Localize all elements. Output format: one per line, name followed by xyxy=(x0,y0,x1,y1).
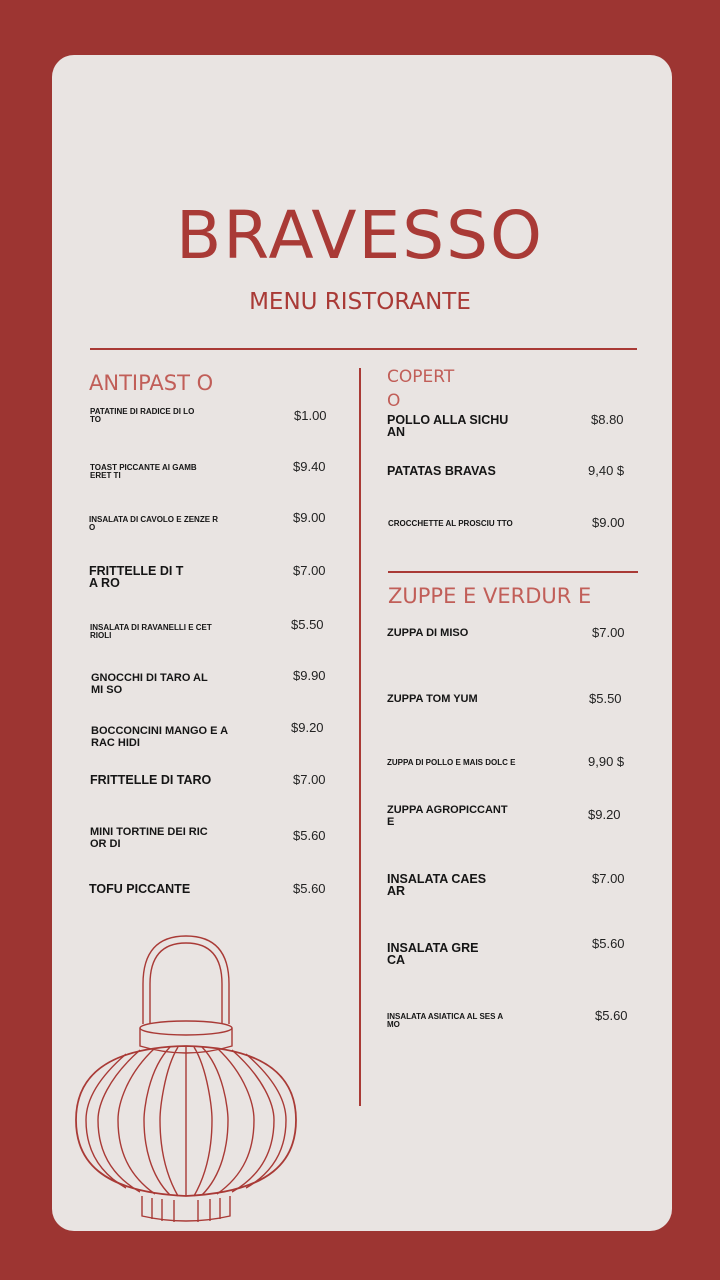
menu-item-price: $1.00 xyxy=(294,408,327,423)
menu-item-name: GNOCCHI DI TARO AL MI SO xyxy=(91,672,208,696)
menu-item-name: INSALATA DI CAVOLO E ZENZE RO xyxy=(89,515,219,532)
menu-item-price: $5.60 xyxy=(293,828,326,843)
paper-lantern-illustration xyxy=(70,930,302,1226)
menu-item-price: $9.40 xyxy=(293,459,326,474)
menu-item-name: FRITTELLE DI TARO xyxy=(90,773,212,787)
menu-item-name: FRITTELLE DI TA RO xyxy=(89,564,184,590)
menu-item-name: INSALATA GRE CA xyxy=(387,941,479,967)
section-title-coperto: COPERT O xyxy=(387,367,455,411)
menu-item-price: $5.60 xyxy=(293,881,326,896)
menu-item-name: INSALATA ASIATICA AL SES AMO xyxy=(387,1012,504,1029)
menu-item-price: 9,90 $ xyxy=(588,754,625,769)
menu-item-price: $9.00 xyxy=(592,515,625,530)
menu-item-price: $7.00 xyxy=(592,871,625,886)
menu-item-name: INSALATA DI RAVANELLI E CET RIOLI xyxy=(90,623,212,640)
menu-item-price: $5.50 xyxy=(291,617,324,632)
menu-item-name: ZUPPA AGROPICCANT E xyxy=(387,804,508,828)
menu-item-price: $5.60 xyxy=(595,1008,628,1023)
menu-item-name: PATATAS BRAVAS xyxy=(387,464,496,478)
section-title-antipasto: ANTIPAST O xyxy=(89,371,214,395)
menu-item-name: TOAST PICCANTE AI GAMBERET TI xyxy=(90,463,197,480)
menu-item-price: $9.00 xyxy=(293,510,326,525)
menu-item-name: POLLO ALLA SICHU AN xyxy=(387,413,509,439)
section-divider xyxy=(388,571,638,573)
menu-subtitle: MENU RISTORANTE xyxy=(249,289,471,315)
menu-item-name: BOCCONCINI MANGO E ARAC HIDI xyxy=(91,725,229,749)
restaurant-name: BRAVESSO xyxy=(176,197,544,274)
menu-item-name: ZUPPA DI MISO xyxy=(387,627,469,639)
menu-item-name: INSALATA CAES AR xyxy=(387,872,487,898)
menu-item-price: $7.00 xyxy=(293,563,326,578)
column-divider xyxy=(359,368,361,1106)
menu-item-price: $9.90 xyxy=(293,668,326,683)
menu-item-price: $9.20 xyxy=(291,720,324,735)
menu-item-price: $5.50 xyxy=(589,691,622,706)
menu-item-price: $9.20 xyxy=(588,807,621,822)
header-divider xyxy=(90,348,637,350)
menu-item-price: $7.00 xyxy=(592,625,625,640)
menu-item-price: $5.60 xyxy=(592,936,625,951)
menu-item-name: MINI TORTINE DEI RICOR DI xyxy=(90,826,208,850)
menu-item-price: $8.80 xyxy=(591,412,624,427)
menu-item-name: PATATINE DI RADICE DI LO TO xyxy=(90,407,195,424)
menu-item-price: $7.00 xyxy=(293,772,326,787)
menu-item-name: TOFU PICCANTE xyxy=(89,882,191,896)
menu-item-name: ZUPPA DI POLLO E MAIS DOLC E xyxy=(387,758,516,767)
menu-item-price: 9,40 $ xyxy=(588,463,625,478)
section-title-zuppe-e-verdure: ZUPPE E VERDUR E xyxy=(388,584,592,608)
menu-item-name: ZUPPA TOM YUM xyxy=(387,693,478,705)
menu-item-name: CROCCHETTE AL PROSCIU TTO xyxy=(388,519,513,528)
